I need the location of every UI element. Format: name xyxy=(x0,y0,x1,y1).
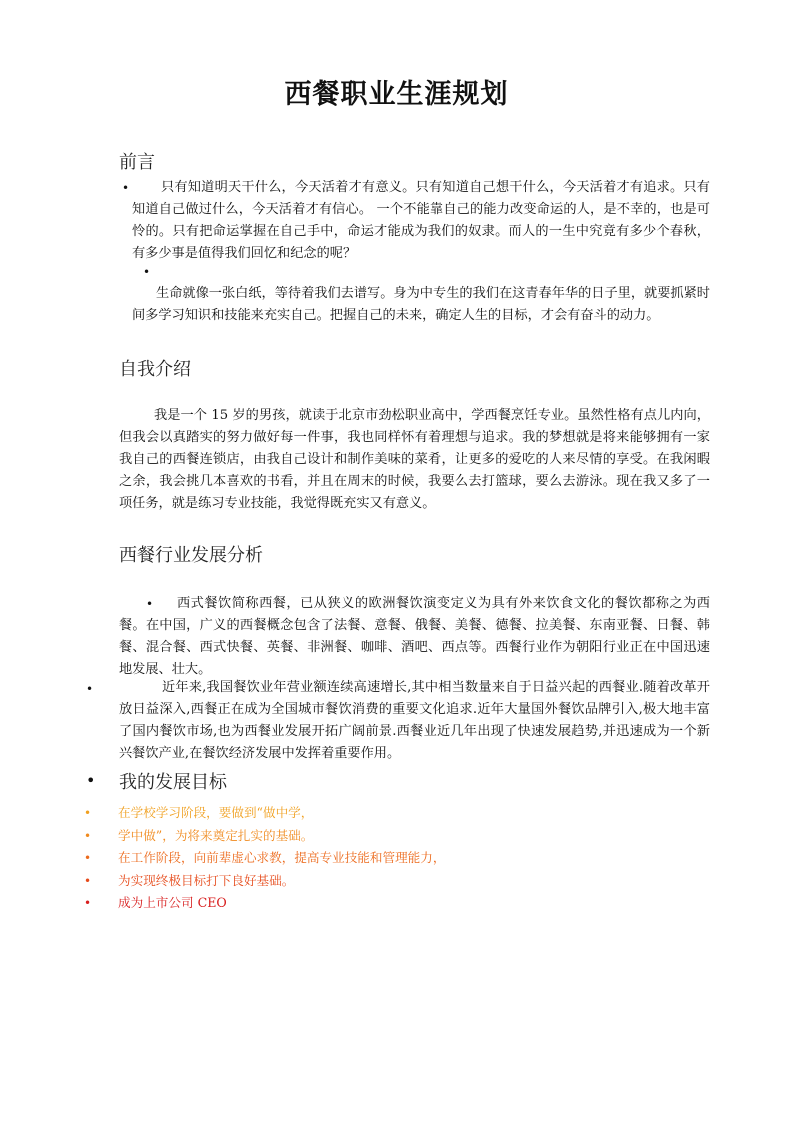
goal-text: 在学校学习阶段，要做到“做中学， xyxy=(118,805,314,820)
bullet-marker: • xyxy=(84,896,92,910)
heading-goals: 我的发展目标 xyxy=(119,772,227,793)
industry-paragraph-2: 近年来,我国餐饮业年营业额连续高速增长,其中相当数量来自于日益兴起的西餐业.随着改革开放日益深入,西餐正在成为全国城市餐饮消费的重要文化追求.近年大量国外餐饮品牌引入,极大地丰富了国内餐饮市场,也为西餐业发展开拓广阔前景.西餐业近几年出现了快速发展趋势,并迅速成为一个新兴餐饮产业,在餐饮经济发展中发挥着重要作用。 xyxy=(119,680,710,761)
bullet-marker: • xyxy=(84,873,92,888)
goal-item xyxy=(84,870,445,893)
goal-item xyxy=(84,847,445,870)
goal-item xyxy=(84,802,445,825)
bullet-marker: • xyxy=(84,828,92,843)
goal-item xyxy=(84,825,445,848)
heading-self-intro: 自我介绍 xyxy=(119,359,191,380)
bullet-marker: • xyxy=(143,265,151,279)
bullet-marker: • xyxy=(84,851,92,865)
preface-paragraph-1: 只有知道明天干什么，今天活着才有意义。只有知道自己想干什么，今天活着才有追求。只有知道自己做过什么，今天活着才有信心。 一个不能靠自己的能力改变命运的人，是不幸的，也是可怜的。只有把命运掌握在自己手中，命运才能成为我们的奴隶。而人的一生中究竟有多少个春秋，有多少事是值得我们回忆和纪念的呢？ xyxy=(132,180,710,261)
industry-paragraph-1: 西式餐饮简称西餐，已从狭义的欧洲餐饮演变定义为具有外来饮食文化的餐饮都称之为西餐。在中国，广义的西餐概念包含了法餐、意餐、俄餐、美餐、德餐、拉美餐、东南亚餐、日餐、韩餐、混合餐、西式快餐、英餐、非洲餐、咖啡、酒吧、西点等。西餐行业作为朝阳行业正在中国迅速地发展、壮大。 xyxy=(119,596,710,677)
bullet-marker: • xyxy=(86,682,94,696)
preface-paragraph-2: 生命就像一张白纸，等待着我们去谱写。身为中专生的我们在这青春年华的日子里，就要抓紧时间多学习知识和技能来充实自己。把握自己的未来，确定人生的目标，才会有奋斗的动力。 xyxy=(132,286,710,323)
heading-industry-analysis: 西餐行业发展分析 xyxy=(119,545,263,566)
goal-text: 在工作阶段，向前辈虚心求教，提高专业技能和管理能力， xyxy=(118,850,446,865)
bullet-marker: • xyxy=(146,597,154,611)
goal-text: 学中做”，为将来奠定扎实的基础。 xyxy=(118,827,314,843)
heading-preface: 前言 xyxy=(119,152,155,173)
bullet-marker: • xyxy=(86,771,96,790)
page-title: 西餐职业生涯规划 xyxy=(284,79,509,110)
goal-text: 成为上市公司 CEO xyxy=(118,895,227,910)
self-intro-paragraph: 我是一个 15 岁的男孩，就读于北京市劲松职业高中，学西餐烹饪专业。虽然性格有点儿内向，但我会以真踏实的努力做好每一件事，我也同样怀有着理想与追求。我的梦想就是将来能够拥有一家我自己的西餐连锁店，由我自己设计和制作美味的菜肴，让更多的爱吃的人来尽情的享受。在我闲暇之余，我会挑几本喜欢的书看，并且在周末的时候，我要么去打篮球，要么去游泳。现在我又多了一项任务，就是练习专业技能，我觉得既充实又有意义。 xyxy=(119,408,710,511)
goal-item xyxy=(84,892,445,915)
goal-text: 为实现终极目标打下良好基础。 xyxy=(118,872,295,888)
bullet-marker: • xyxy=(122,181,130,195)
goals-list xyxy=(84,802,445,915)
bullet-marker: • xyxy=(84,806,92,820)
